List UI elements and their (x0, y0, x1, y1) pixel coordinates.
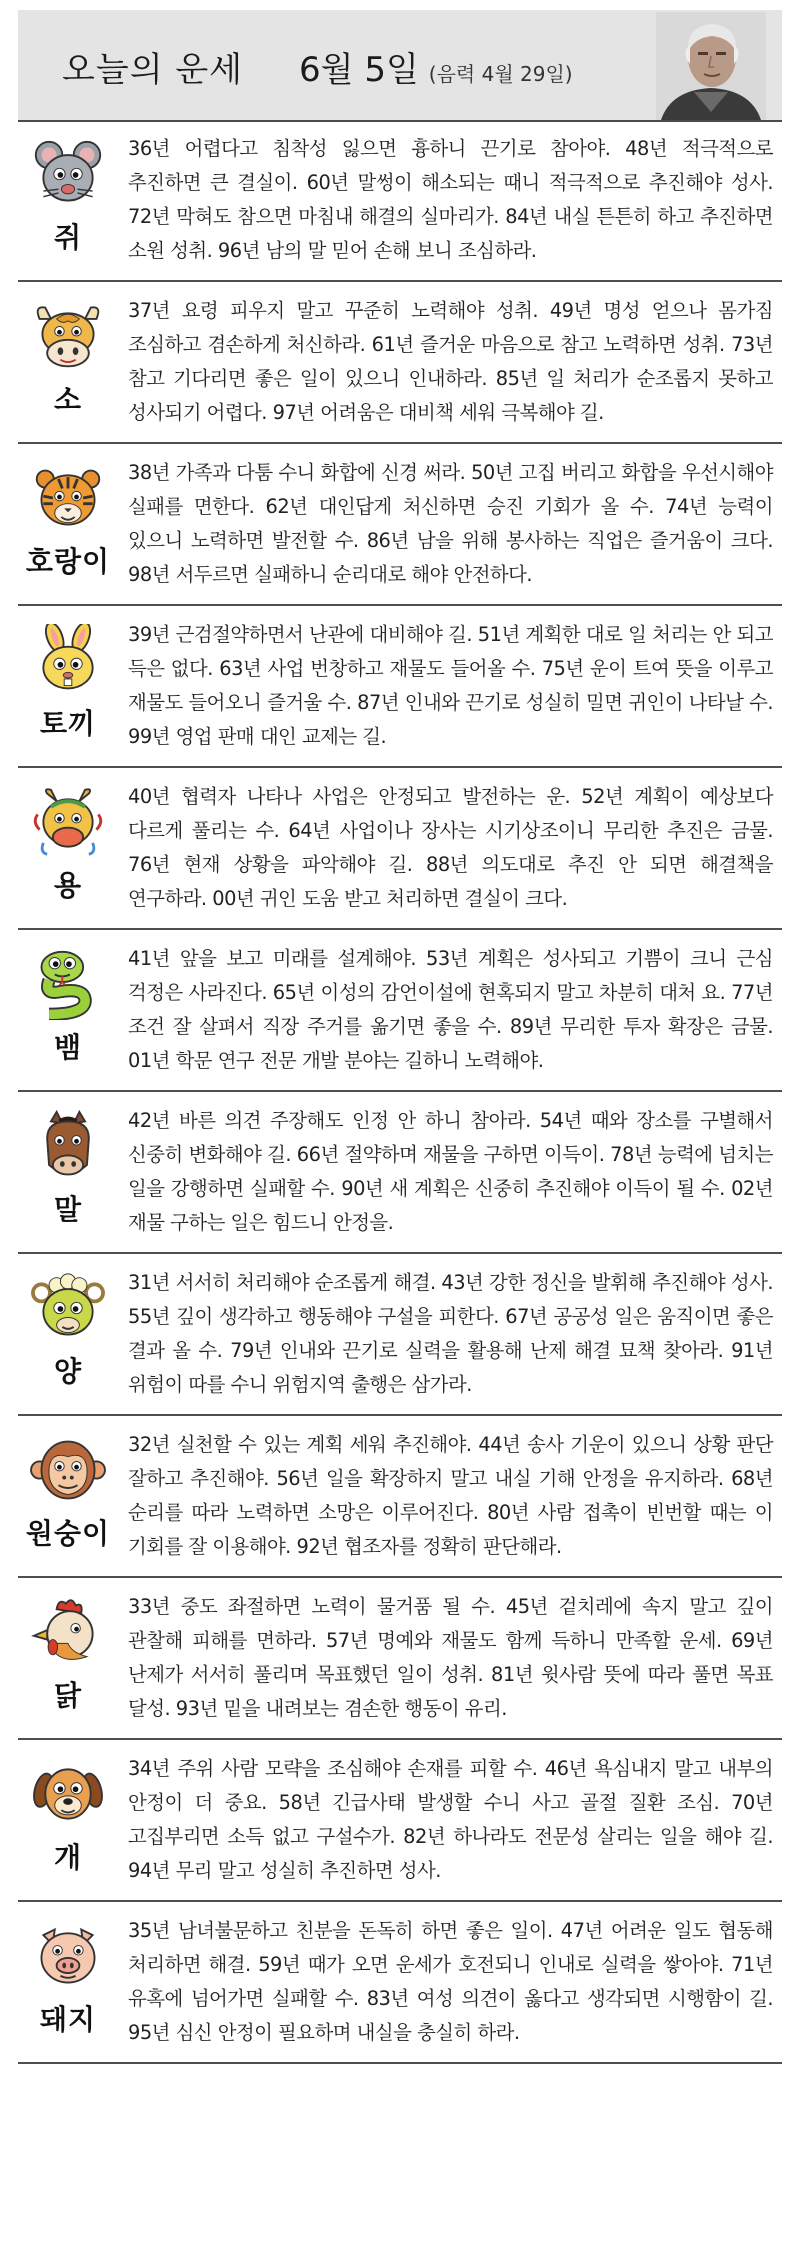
horse-icon (30, 1110, 106, 1182)
row-divider (18, 1252, 782, 1254)
zodiac-animal (20, 1590, 116, 1730)
zodiac-row (18, 608, 782, 768)
pig-icon (30, 1920, 106, 1992)
zodiac-animal (20, 1428, 116, 1568)
zodiac-row (18, 1742, 782, 1902)
animal-name: 돼지 (39, 2003, 97, 2036)
zodiac-animal (20, 1752, 116, 1892)
monkey-icon (30, 1434, 106, 1506)
zodiac-row (18, 1904, 782, 2064)
zodiac-row (18, 284, 782, 444)
row-divider (18, 1900, 782, 1902)
row-divider (18, 604, 782, 606)
animal-name: 양 (53, 1355, 83, 1388)
fortune-text: 42년 바른 의견 주장해도 인정 안 하니 참아라. 54년 때와 장소를 구별해서 신중히 변화해야 길. 66년 절약하며 재물을 구하면 이득이. 78년 능력에 넘치는 일을 강행하면 실패할 수. 90년 새 계획은 신중히 추진해야 이득이 될 수. 02년 재물 구하는 일은 힘드니 안정을. (128, 1109, 773, 1234)
dog-icon (30, 1758, 106, 1830)
animal-name: 쥐 (53, 221, 83, 254)
fortune-text: 39년 근검절약하면서 난관에 대비해야 길. 51년 계획한 대로 일 처리는 안 되고 득은 없다. 63년 사업 번창하고 재물도 들어올 수. 75년 운이 트여 뜻을 이루고 재물도 들어오니 즐거울 수. 87년 인내와 끈기로 성실히 밀면 귀인이 나타날 수. 99년 영업 판매 대인 교제는 길. (128, 623, 773, 748)
fortune-text: 35년 남녀불문하고 친분을 돈독히 하면 좋은 일이. 47년 어려운 일도 협동해 처리하면 해결. 59년 때가 오면 운세가 호전되니 인내로 실력을 쌓아야. 71년 유혹에 넘어가면 실패할 수. 83년 여성 의견이 옳다고 생각되면 시행함이 길. 95년 심신 안정이 필요하며 내실을 충실히 하라. (128, 1919, 773, 2044)
header (18, 10, 782, 120)
animal-name: 토끼 (39, 707, 97, 740)
zodiac-row (18, 932, 782, 1092)
date-label: 6월 5일 (299, 50, 419, 90)
title-group (62, 42, 573, 91)
row-divider (18, 1090, 782, 1092)
fortune-text: 31년 서서히 처리해야 순조롭게 해결. 43년 강한 정신을 발휘해 추진해야 성사. 55년 깊이 생각하고 행동해야 구설을 피한다. 67년 공공성 일은 움직이면 좋은 결과 올 수. 79년 인내와 끈기로 실력을 활용해 난제 해결 묘책 찾아라. 91년 위험이 따를 수니 위험지역 출행은 삼가라. (128, 1271, 773, 1396)
zodiac-animal (20, 780, 116, 920)
zodiac-animal (20, 618, 116, 758)
dragon-icon (30, 786, 106, 858)
row-divider (18, 766, 782, 768)
zodiac-animal (20, 1266, 116, 1406)
zodiac-animal (20, 942, 116, 1082)
fortune-text: 34년 주위 사람 모략을 조심해야 손재를 피할 수. 46년 욕심내지 말고 내부의 안정이 더 중요. 58년 긴급사태 발생할 수니 사고 골절 질환 조심. 70년 고집부리면 소득 없고 구설수가. 82년 하나라도 전문성 살리는 일을 해야 길. 94년 무리 말고 성실히 추진하면 성사. (128, 1757, 773, 1882)
fortune-text: 40년 협력자 나타나 사업은 안정되고 발전하는 운. 52년 계획이 예상보다 다르게 풀리는 수. 64년 사업이나 장사는 시기상조이니 무리한 추진은 금물. 76년 현재 상황을 파악해야 길. 88년 의도대로 추진 안 되면 해결책을 연구하라. 00년 귀인 도움 받고 처리하면 결실이 크다. (128, 785, 773, 910)
lunar-date-label: (음력 4월 29일) (428, 62, 573, 86)
fortune-text: 33년 중도 좌절하면 노력이 물거품 될 수. 45년 겉치레에 속지 말고 깊이 관찰해 피해를 면하라. 57년 명예와 재물도 함께 득하니 만족할 운세. 69년 난제가 서서히 풀리며 목표했던 일이 성취. 81년 윗사람 뜻에 따라 풀면 목표 달성. 93년 밑을 내려보는 겸손한 행동이 유리. (128, 1595, 773, 1720)
zodiac-animal (20, 294, 116, 434)
row-divider (18, 2062, 782, 2064)
zodiac-row (18, 446, 782, 606)
author-portrait (656, 12, 766, 120)
animal-name: 뱀 (53, 1031, 83, 1064)
snake-icon (30, 948, 106, 1020)
fortune-text: 32년 실천할 수 있는 계획 세워 추진해야. 44년 송사 기운이 있으니 상황 판단 잘하고 추진해야. 56년 일을 확장하지 말고 내실 기해 안정을 유지하라. 68년 순리를 따라 노력하면 소망은 이루어진다. 80년 사람 접촉이 빈번할 때는 이 기회를 잘 이용해야. 92년 협조자를 정확히 판단해라. (128, 1433, 773, 1558)
row-divider (18, 1414, 782, 1416)
zodiac-animal (20, 1914, 116, 2054)
row-divider (18, 280, 782, 282)
rabbit-icon (30, 624, 106, 696)
rooster-icon (30, 1596, 106, 1668)
fortune-text: 36년 어렵다고 침착성 잃으면 흉하니 끈기로 참아야. 48년 적극적으로 추진하면 큰 결실이. 60년 말썽이 해소되는 때니 적극적으로 추진해야 성사. 72년 막혀도 참으면 마침내 해결의 실마리가. 84년 내실 튼튼히 하고 추진하면 소원 성취. 96년 남의 말 믿어 손해 보니 조심하라. (128, 137, 773, 262)
page-title: 오늘의 운세 (62, 50, 244, 90)
row-divider (18, 1576, 782, 1578)
fortune-text: 41년 앞을 보고 미래를 설계해야. 53년 계획은 성사되고 기쁨이 크니 근심 걱정은 사라진다. 65년 이성의 감언이설에 현혹되지 말고 차분히 대처 요. 77년 조건 잘 살펴서 직장 주거를 옮기면 좋을 수. 89년 무리한 투자 확장은 금물. 01년 학문 연구 전문 개발 분야는 길하니 노력해야. (128, 947, 773, 1072)
row-divider (18, 928, 782, 930)
ox-icon (30, 300, 106, 372)
animal-name: 말 (53, 1193, 83, 1226)
animal-name: 용 (53, 869, 83, 902)
tiger-icon (30, 462, 106, 534)
fortune-text: 38년 가족과 다툼 수니 화합에 신경 써라. 50년 고집 버리고 화합을 우선시해야 실패를 면한다. 62년 대인답게 처신하면 승진 기회가 올 수. 74년 능력이 있으니 노력하면 발전할 수. 86년 남을 위해 봉사하는 직업은 즐거움이 크다. 98년 서두르면 실패하니 순리대로 해야 안전하다. (128, 461, 773, 586)
animal-name: 원숭이 (25, 1517, 111, 1550)
zodiac-animal (20, 132, 116, 272)
zodiac-row (18, 1418, 782, 1578)
zodiac-animal (20, 1104, 116, 1244)
animal-name: 소 (53, 383, 83, 416)
zodiac-row (18, 122, 782, 282)
zodiac-row (18, 770, 782, 930)
row-divider (18, 442, 782, 444)
zodiac-animal (20, 456, 116, 596)
row-divider (18, 1738, 782, 1740)
zodiac-row (18, 1580, 782, 1740)
animal-name: 닭 (53, 1679, 83, 1712)
sheep-icon (30, 1272, 106, 1344)
rat-icon (30, 138, 106, 210)
zodiac-row (18, 1094, 782, 1254)
fortune-text: 37년 요령 피우지 말고 꾸준히 노력해야 성취. 49년 명성 얻으나 몸가짐 조심하고 겸손하게 처신하라. 61년 즐거운 마음으로 참고 노력하면 성취. 73년 참고 기다리면 좋은 일이 있으니 인내하라. 85년 일 처리가 순조롭지 못하고 성사되기 어렵다. 97년 어려움은 대비책 세워 극복해야 길. (128, 299, 773, 424)
zodiac-row (18, 1256, 782, 1416)
animal-name: 개 (53, 1841, 83, 1874)
animal-name: 호랑이 (25, 545, 111, 578)
